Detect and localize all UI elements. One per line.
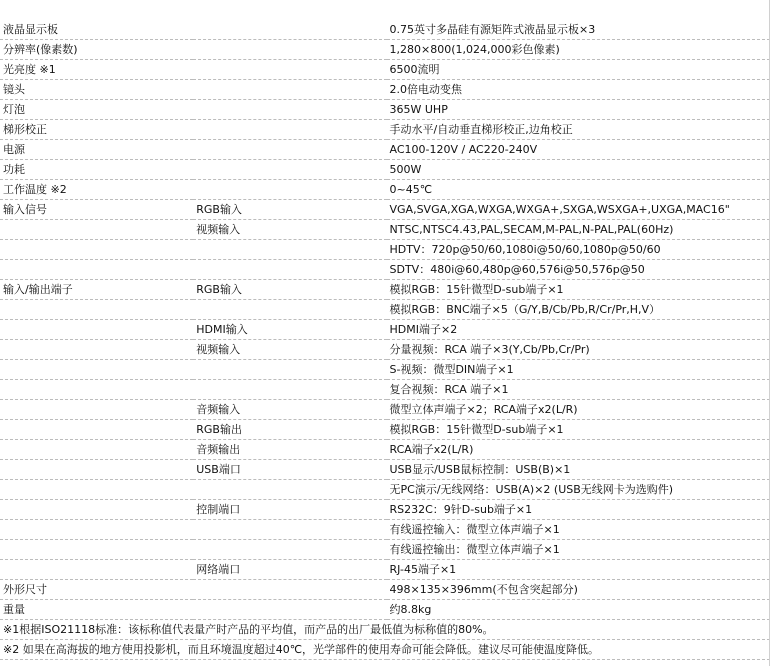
spec-subcategory bbox=[193, 580, 386, 600]
spec-row bbox=[0, 20, 770, 40]
spec-value: 模拟RGB：15针微型D-sub端子×1 bbox=[387, 420, 771, 440]
spec-table bbox=[0, 20, 770, 660]
spec-category bbox=[0, 460, 193, 480]
spec-row bbox=[0, 200, 770, 220]
spec-row bbox=[0, 60, 770, 80]
spec-value: 0.75英寸多晶硅有源矩阵式液晶显示板×3 bbox=[387, 20, 771, 40]
spec-value: 2.0倍电动变焦 bbox=[387, 80, 771, 100]
spec-category bbox=[0, 220, 193, 240]
spec-row bbox=[0, 420, 770, 440]
spec-row bbox=[0, 320, 770, 340]
spec-row bbox=[0, 100, 770, 120]
spec-category: 分辨率(像素数) bbox=[0, 40, 193, 60]
spec-category: 输入信号 bbox=[0, 200, 193, 220]
spec-category bbox=[0, 440, 193, 460]
spec-subcategory bbox=[193, 480, 386, 500]
spec-value: 0~45℃ bbox=[387, 180, 771, 200]
spec-subcategory bbox=[193, 240, 386, 260]
spec-value: 498×135×396mm(不包含突起部分) bbox=[387, 580, 771, 600]
spec-row bbox=[0, 140, 770, 160]
spec-subcategory: 音频输入 bbox=[193, 400, 386, 420]
spec-category: 功耗 bbox=[0, 160, 193, 180]
footnote: ※1根据ISO21118标准：该标称值代表量产时产品的平均值，而产品的出厂最低值为标称值的80%。 bbox=[0, 620, 770, 640]
spec-subcategory bbox=[193, 140, 386, 160]
frame-border bbox=[769, 0, 770, 666]
spec-category bbox=[0, 520, 193, 540]
spec-value: 分量视频：RCA 端子×3(Y,Cb/Pb,Cr/Pr) bbox=[387, 340, 771, 360]
spec-value: 复合视频：RCA 端子×1 bbox=[387, 380, 771, 400]
spec-row bbox=[0, 400, 770, 420]
spec-category bbox=[0, 300, 193, 320]
spec-row bbox=[0, 160, 770, 180]
spec-subcategory bbox=[193, 260, 386, 280]
spec-value: RS232C：9针D-sub端子×1 bbox=[387, 500, 771, 520]
spec-subcategory: RGB输入 bbox=[193, 200, 386, 220]
spec-value: RJ-45端子×1 bbox=[387, 560, 771, 580]
spec-subcategory: 控制端口 bbox=[193, 500, 386, 520]
spec-row bbox=[0, 560, 770, 580]
spec-row bbox=[0, 540, 770, 560]
spec-category: 光亮度 ※1 bbox=[0, 60, 193, 80]
spec-value: NTSC,NTSC4.43,PAL,SECAM,M-PAL,N-PAL,PAL(60Hz) bbox=[387, 220, 771, 240]
spec-category: 重量 bbox=[0, 600, 193, 620]
spec-row bbox=[0, 240, 770, 260]
spec-subcategory bbox=[193, 120, 386, 140]
spec-subcategory: 音频输出 bbox=[193, 440, 386, 460]
spec-row bbox=[0, 360, 770, 380]
spec-value: 手动水平/自动垂直梯形校正,边角校正 bbox=[387, 120, 771, 140]
spec-subcategory bbox=[193, 80, 386, 100]
spec-category bbox=[0, 540, 193, 560]
spec-category bbox=[0, 480, 193, 500]
spec-value: 微型立体声端子×2；RCA端子x2(L/R) bbox=[387, 400, 771, 420]
spec-category bbox=[0, 420, 193, 440]
spec-value: 365W UHP bbox=[387, 100, 771, 120]
spec-category: 电源 bbox=[0, 140, 193, 160]
spec-row bbox=[0, 40, 770, 60]
spec-subcategory bbox=[193, 20, 386, 40]
spec-value: 1,280×800(1,024,000彩色像素) bbox=[387, 40, 771, 60]
spec-category: 外形尺寸 bbox=[0, 580, 193, 600]
spec-row bbox=[0, 460, 770, 480]
spec-subcategory: 视频输入 bbox=[193, 220, 386, 240]
spec-subcategory bbox=[193, 380, 386, 400]
spec-row bbox=[0, 260, 770, 280]
spec-subcategory: HDMI输入 bbox=[193, 320, 386, 340]
spec-category bbox=[0, 560, 193, 580]
spec-row bbox=[0, 300, 770, 320]
spec-value: HDMI端子×2 bbox=[387, 320, 771, 340]
spec-category: 梯形校正 bbox=[0, 120, 193, 140]
spec-subcategory bbox=[193, 160, 386, 180]
spec-subcategory: USB端口 bbox=[193, 460, 386, 480]
spec-subcategory bbox=[193, 40, 386, 60]
spec-row bbox=[0, 80, 770, 100]
spec-category: 工作温度 ※2 bbox=[0, 180, 193, 200]
spec-row bbox=[0, 180, 770, 200]
spec-subcategory bbox=[193, 300, 386, 320]
spec-subcategory bbox=[193, 600, 386, 620]
spec-subcategory: RGB输入 bbox=[193, 280, 386, 300]
spec-row bbox=[0, 520, 770, 540]
spec-value: VGA,SVGA,XGA,WXGA,WXGA+,SXGA,WSXGA+,UXGA,MAC16" bbox=[387, 200, 771, 220]
spec-category: 输入/输出端子 bbox=[0, 280, 193, 300]
spec-row bbox=[0, 220, 770, 240]
spec-value: S-视频：微型DIN端子×1 bbox=[387, 360, 771, 380]
footnote-row bbox=[0, 620, 770, 640]
spec-category: 镜头 bbox=[0, 80, 193, 100]
footnote: ※2 如果在高海拔的地方使用投影机，而且环境温度超过40℃，光学部件的使用寿命可能会降低。建议尽可能使温度降低。 bbox=[0, 640, 770, 660]
spec-value: 有线遥控输出：微型立体声端子×1 bbox=[387, 540, 771, 560]
spec-subcategory bbox=[193, 60, 386, 80]
spec-row bbox=[0, 120, 770, 140]
spec-subcategory bbox=[193, 360, 386, 380]
spec-category: 液晶显示板 bbox=[0, 20, 193, 40]
spec-row bbox=[0, 480, 770, 500]
spec-row bbox=[0, 340, 770, 360]
spec-category bbox=[0, 340, 193, 360]
spec-subcategory bbox=[193, 100, 386, 120]
spec-value: RCA端子x2(L/R) bbox=[387, 440, 771, 460]
spec-row bbox=[0, 280, 770, 300]
spec-value: 模拟RGB：15针微型D-sub端子×1 bbox=[387, 280, 771, 300]
spec-value: HDTV：720p@50/60,1080i@50/60,1080p@50/60 bbox=[387, 240, 771, 260]
spec-row bbox=[0, 500, 770, 520]
spec-row bbox=[0, 440, 770, 460]
spec-value: AC100-120V / AC220-240V bbox=[387, 140, 771, 160]
spec-category bbox=[0, 500, 193, 520]
spec-category: 灯泡 bbox=[0, 100, 193, 120]
spec-value: 6500流明 bbox=[387, 60, 771, 80]
spec-value: 模拟RGB：BNC端子×5（G/Y,B/Cb/Pb,R/Cr/Pr,H,V） bbox=[387, 300, 771, 320]
spec-category bbox=[0, 320, 193, 340]
spec-subcategory bbox=[193, 520, 386, 540]
footnote-row bbox=[0, 640, 770, 660]
spec-row bbox=[0, 600, 770, 620]
spec-value: USB显示/USB鼠标控制：USB(B)×1 bbox=[387, 460, 771, 480]
spec-subcategory bbox=[193, 540, 386, 560]
spec-category bbox=[0, 240, 193, 260]
spec-subcategory: 视频输入 bbox=[193, 340, 386, 360]
spec-category bbox=[0, 260, 193, 280]
spec-row bbox=[0, 580, 770, 600]
spec-value: 约8.8kg bbox=[387, 600, 771, 620]
spec-category bbox=[0, 360, 193, 380]
spec-row bbox=[0, 380, 770, 400]
spec-category bbox=[0, 380, 193, 400]
spec-table-body bbox=[0, 20, 770, 660]
spec-subcategory: 网络端口 bbox=[193, 560, 386, 580]
spec-value: 有线遥控输入：微型立体声端子×1 bbox=[387, 520, 771, 540]
spec-subcategory: RGB输出 bbox=[193, 420, 386, 440]
spec-value: SDTV：480i@60,480p@60,576i@50,576p@50 bbox=[387, 260, 771, 280]
spec-value: 500W bbox=[387, 160, 771, 180]
spec-category bbox=[0, 400, 193, 420]
spec-value: 无PC演示/无线网络：USB(A)×2 (USB无线网卡为选购件) bbox=[387, 480, 771, 500]
spec-subcategory bbox=[193, 180, 386, 200]
